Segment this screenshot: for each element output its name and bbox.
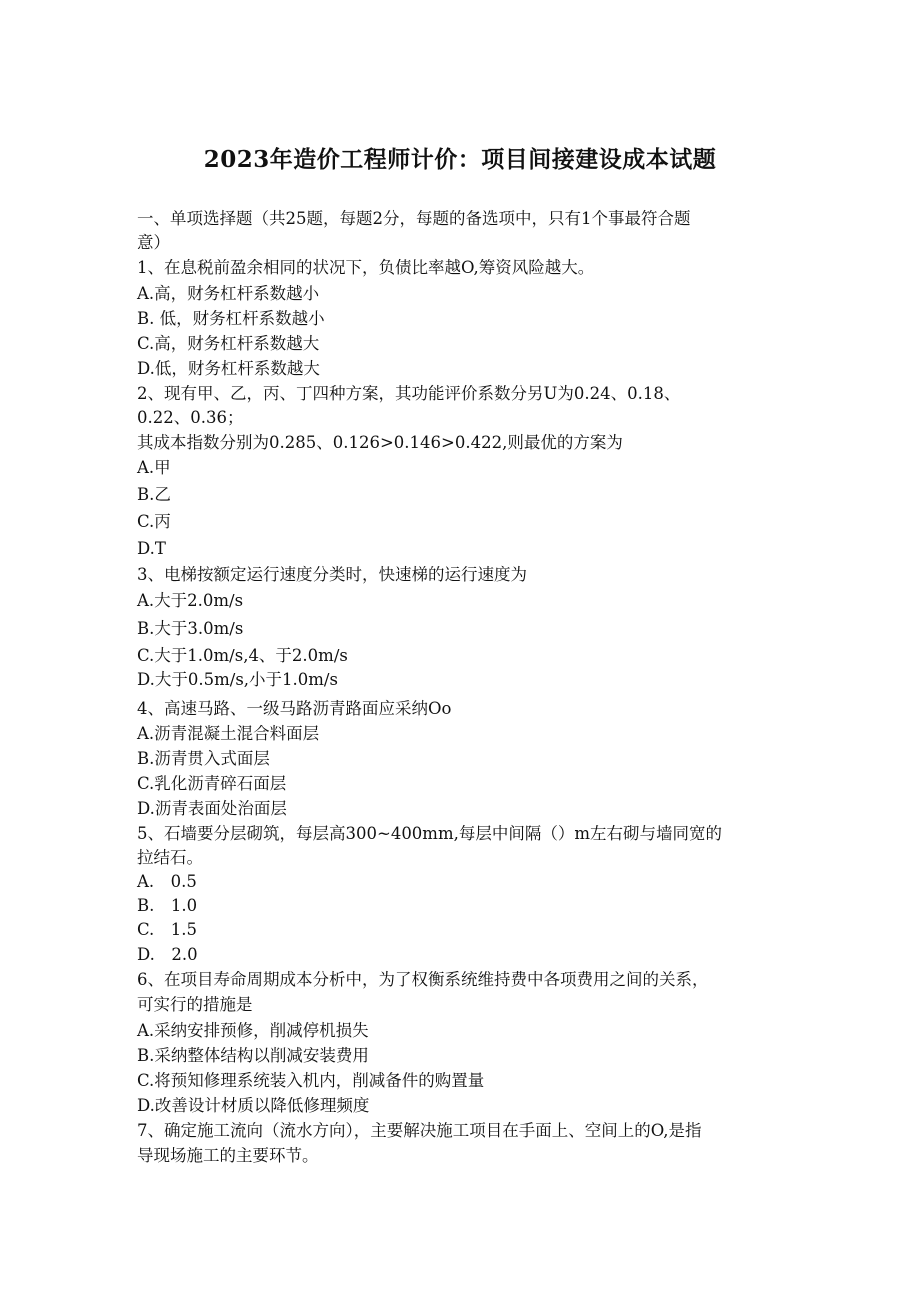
question-4-stem: 4、高速马路、一级马路沥青路面应采纳Oo [137, 699, 452, 718]
question-6-stem-line-1: 6、在项目寿命周期成本分析中，为了权衡系统维持费中各项费用之间的关系， [137, 970, 709, 989]
section-heading-line-2: 意） [137, 233, 170, 252]
question-6-stem-line-2: 可实行的措施是 [137, 995, 253, 1014]
question-5-option-d: D. 2.0 [137, 945, 198, 964]
question-2-stem-line-2: 0.22、0.36； [137, 408, 244, 427]
question-1-option-b: B. 低，财务杠杆系数越小 [137, 309, 325, 328]
question-7-stem-line-1: 7、确定施工流向（流水方向），主要解决施工项目在手面上、空间上的O,是指 [137, 1121, 702, 1140]
question-3-stem: 3、电梯按额定运行速度分类时，快速梯的运行速度为 [137, 565, 527, 584]
question-5-stem-line-1: 5、石墙要分层砌筑，每层高300~400mm,每层中间隔（）m左右砌与墙同宽的 [137, 824, 722, 843]
question-5-option-a: A. 0.5 [137, 872, 197, 891]
question-2-option-a: A.甲 [137, 458, 171, 477]
question-2-option-c: C.丙 [137, 512, 171, 531]
section-heading-line-1: 一、单项选择题（共25题，每题2分，每题的备选项中，只有1个事最符合题 [137, 209, 691, 228]
question-7-stem-line-2: 导现场施工的主要环节。 [137, 1146, 319, 1165]
question-2-option-d: D.T [137, 539, 166, 558]
question-5-option-c: C. 1.5 [137, 920, 198, 939]
question-4-option-b: B.沥青贯入式面层 [137, 749, 270, 768]
question-6-option-a: A.采纳安排预修，削减停机损失 [137, 1021, 369, 1040]
question-2-option-b: B.乙 [137, 485, 171, 504]
question-5-stem-line-2: 拉结石。 [137, 848, 203, 867]
question-2-stem-line-3: 其成本指数分别为0.285、0.126>0.146>0.422,则最优的方案为 [137, 433, 623, 452]
question-5-option-b: B. 1.0 [137, 896, 198, 915]
question-4-option-a: A.沥青混凝土混合料面层 [137, 724, 320, 743]
question-1-option-a: A.高，财务杠杆系数越小 [137, 284, 320, 303]
question-4-option-c: C.乳化沥青碎石面层 [137, 774, 287, 793]
question-4-option-d: D.沥青表面处治面层 [137, 799, 287, 818]
page-title: 2023年造价工程师计价：项目间接建设成本试题 [203, 146, 717, 173]
question-3-option-b: B.大于3.0m∕s [137, 619, 244, 638]
question-1-option-d: D.低，财务杠杆系数越大 [137, 359, 320, 378]
question-6-option-c: C.将预知修理系统装入机内，削减备件的购置量 [137, 1071, 485, 1090]
question-1-stem: 1、在息税前盈余相同的状况下，负债比率越O,筹资风险越大。 [137, 258, 595, 277]
question-3-option-a: A.大于2.0m∕s [137, 591, 244, 610]
question-6-option-d: D.改善设计材质以降低修理频度 [137, 1096, 370, 1115]
question-3-option-d: D.大于0.5m∕s,小于1.0m∕s [137, 670, 338, 689]
question-6-option-b: B.采纳整体结构以削减安装费用 [137, 1046, 369, 1065]
question-3-option-c: C.大于1.0m∕s,4、于2.0m∕s [137, 646, 348, 665]
question-1-option-c: C.高，财务杠杆系数越大 [137, 334, 320, 353]
question-2-stem-line-1: 2、现有甲、乙，丙、丁四种方案，其功能评价系数分另U为0.24、0.18、 [137, 384, 681, 403]
